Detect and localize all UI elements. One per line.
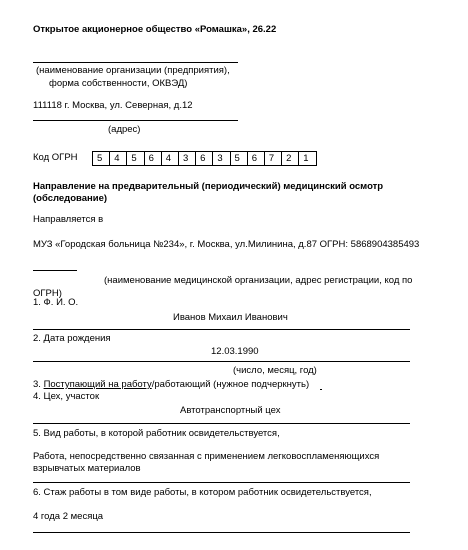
status-line [33,379,309,390]
dob-line [33,361,410,362]
address-value: 111118 г. Москва, ул. Северная, д.12 [33,100,193,111]
ogrn-label: Код ОГРН [33,152,78,163]
status-prefix: 3. [33,379,44,390]
organization-caption-line2: форма собственности, ОКВЭД) [49,78,188,89]
ogrn-digit: 7 [265,152,282,165]
department-label: 4. Цех, участок [33,391,100,402]
status-underlined: Поступающий на работу [43,379,152,390]
work-type-value-line2: взрывчатых материалов [33,463,141,474]
organization-caption-line1: (наименование организации (предприятия), [36,65,230,76]
work-type-value-line1: Работа, непосредственно связанная с применением легковоспламеняющихся [33,451,380,462]
ogrn-digit: 6 [196,152,213,165]
direction-title-line1: Направление на предварительный (периодический) медицинский осмотр [33,181,384,192]
sent-to-label: Направляется в [33,214,104,225]
fio-line [33,329,410,330]
fio-label: 1. Ф. И. О. [33,297,79,308]
department-value: Автотранспортный цех [180,405,281,416]
ogrn-digit: 1 [303,153,309,164]
experience-line [33,532,410,533]
experience-value: 4 года 2 месяца [33,511,104,522]
dob-caption: (число, месяц, год) [233,365,317,376]
ogrn-digit: 5 [127,152,144,165]
organization-line [33,62,238,63]
clinic-value: МУЗ «Городская больница №234», г. Москва, ул.Милинина, д.87 ОГРН: 5868904385493 [33,239,420,250]
work-type-label: 5. Вид работы, в которой работник освидетельствуется, [33,428,280,439]
department-line [33,423,410,424]
clinic-caption-line2: ОГРН) [33,288,62,299]
ogrn-digit: 4 [162,152,179,165]
ogrn-digit: 3 [213,152,230,165]
ogrn-digit: 6 [145,152,162,165]
ogrn-digit: 4 [110,152,127,165]
work-type-line [33,482,410,483]
ogrn-digit: 5 [231,152,248,165]
ogrn-code-boxes [92,151,317,166]
address-caption: (адрес) [108,124,141,135]
status-rest: /работающий (нужное подчеркнуть) [151,379,310,390]
address-line [33,120,238,121]
dob-label: 2. Дата рождения [33,333,111,344]
fio-value: Иванов Михаил Иванович [173,312,288,323]
dob-value: 12.03.1990 [211,346,259,357]
ogrn-digit: 5 [93,152,110,165]
direction-title-line2: (обследование) [33,193,108,204]
ogrn-digit: 6 [248,152,265,165]
ogrn-digit: 2 [282,152,299,165]
organization-title: Открытое акционерное общество «Ромашка», 26.22 [33,24,277,35]
clinic-caption-line1: (наименование медицинской организации, адрес регистрации, код по [104,275,413,286]
experience-label: 6. Стаж работы в том виде работы, в котором работник освидетельствуется, [33,487,372,498]
ogrn-digit: 3 [179,152,196,165]
clinic-line [33,270,77,271]
status-line-tail [320,389,322,390]
